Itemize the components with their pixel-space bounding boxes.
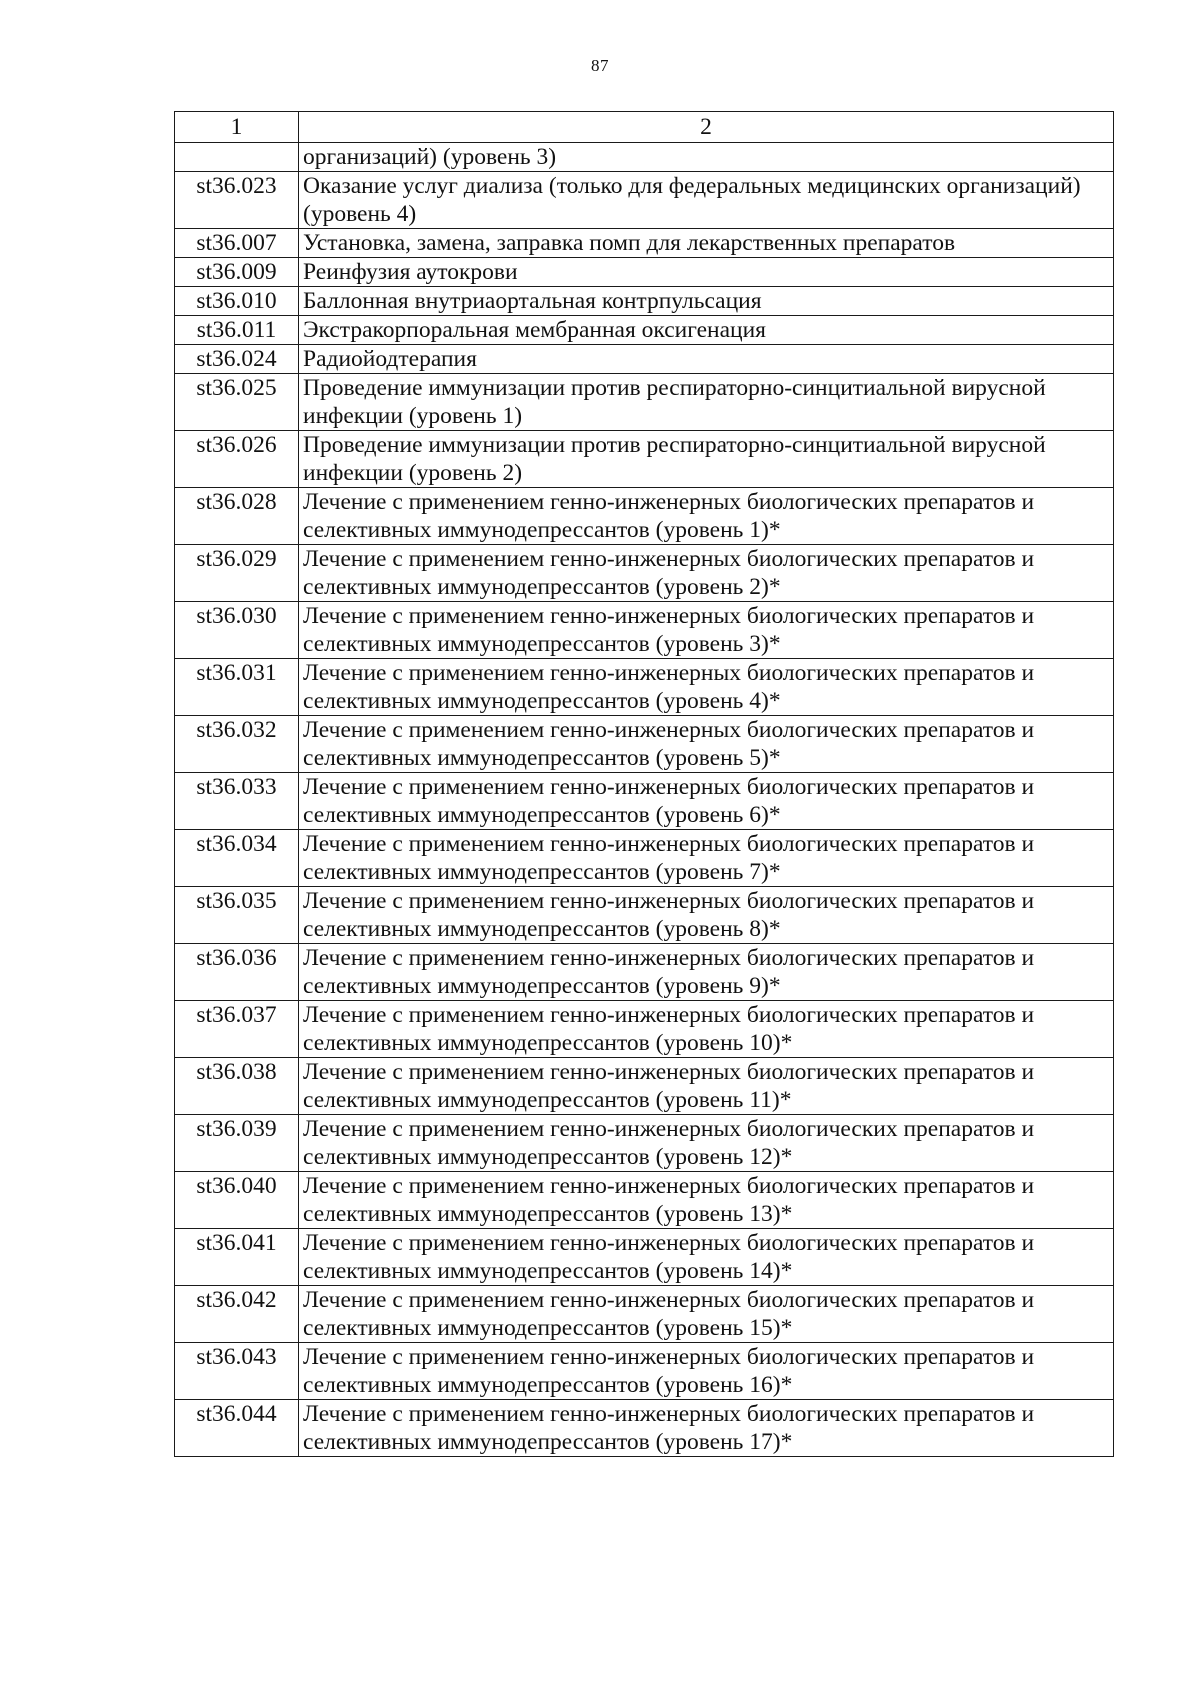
table-row bbox=[175, 1229, 1114, 1286]
row-description-cell: Лечение с применением генно-инженерных биологических препаратов и селективных иммунодепрессантов (уровень 16)* bbox=[299, 1343, 1114, 1400]
row-description-cell: Баллонная внутриаортальная контрпульсация bbox=[299, 287, 1114, 316]
row-description-cell: Проведение иммунизации против респираторно-синцитиальной вирусной инфекции (уровень 1) bbox=[299, 374, 1114, 431]
row-description-cell: Лечение с применением генно-инженерных биологических препаратов и селективных иммунодепрессантов (уровень 9)* bbox=[299, 944, 1114, 1001]
row-description-cell: Лечение с применением генно-инженерных биологических препаратов и селективных иммунодепрессантов (уровень 10)* bbox=[299, 1001, 1114, 1058]
row-description-cell: Установка, замена, заправка помп для лекарственных препаратов bbox=[299, 229, 1114, 258]
row-description-cell: Лечение с применением генно-инженерных биологических препаратов и селективных иммунодепрессантов (уровень 1)* bbox=[299, 488, 1114, 545]
row-description-cell: Реинфузия аутокрови bbox=[299, 258, 1114, 287]
table-row bbox=[175, 287, 1114, 316]
row-code-cell: st36.038 bbox=[175, 1058, 299, 1115]
table-row bbox=[175, 659, 1114, 716]
row-description-cell: Лечение с применением генно-инженерных биологических препаратов и селективных иммунодепрессантов (уровень 4)* bbox=[299, 659, 1114, 716]
row-description-cell: Экстракорпоральная мембранная оксигенация bbox=[299, 316, 1114, 345]
table-row bbox=[175, 1343, 1114, 1400]
table-row bbox=[175, 887, 1114, 944]
table-row bbox=[175, 602, 1114, 659]
row-code-cell: st36.031 bbox=[175, 659, 299, 716]
row-code-cell: st36.029 bbox=[175, 545, 299, 602]
table-row bbox=[175, 345, 1114, 374]
table-row bbox=[175, 773, 1114, 830]
row-description-cell: Лечение с применением генно-инженерных биологических препаратов и селективных иммунодепрессантов (уровень 13)* bbox=[299, 1172, 1114, 1229]
row-description-cell: Лечение с применением генно-инженерных биологических препаратов и селективных иммунодепрессантов (уровень 2)* bbox=[299, 545, 1114, 602]
row-code-cell: st36.024 bbox=[175, 345, 299, 374]
row-code-cell: st36.032 bbox=[175, 716, 299, 773]
table-row bbox=[175, 1058, 1114, 1115]
page-number: 87 bbox=[591, 56, 609, 75]
row-description-cell: Лечение с применением генно-инженерных биологических препаратов и селективных иммунодепрессантов (уровень 12)* bbox=[299, 1115, 1114, 1172]
table-row bbox=[175, 944, 1114, 1001]
row-description-cell: Проведение иммунизации против респираторно-синцитиальной вирусной инфекции (уровень 2) bbox=[299, 431, 1114, 488]
row-description-cell: Лечение с применением генно-инженерных биологических препаратов и селективных иммунодепрессантов (уровень 3)* bbox=[299, 602, 1114, 659]
table-row bbox=[175, 1001, 1114, 1058]
row-code-cell: st36.026 bbox=[175, 431, 299, 488]
row-description-cell: Лечение с применением генно-инженерных биологических препаратов и селективных иммунодепрессантов (уровень 7)* bbox=[299, 830, 1114, 887]
row-code-cell: st36.042 bbox=[175, 1286, 299, 1343]
row-code-cell: st36.009 bbox=[175, 258, 299, 287]
table-row bbox=[175, 431, 1114, 488]
table-body bbox=[175, 143, 1114, 1457]
table-row bbox=[175, 1172, 1114, 1229]
row-code-cell bbox=[175, 143, 299, 172]
row-code-cell: st36.035 bbox=[175, 887, 299, 944]
header-row bbox=[175, 112, 1114, 143]
column-header-code: 1 bbox=[175, 112, 299, 143]
column-header-description: 2 bbox=[299, 112, 1114, 143]
table-row bbox=[175, 488, 1114, 545]
row-code-cell: st36.007 bbox=[175, 229, 299, 258]
row-code-cell: st36.023 bbox=[175, 172, 299, 229]
table-row bbox=[175, 316, 1114, 345]
row-description-cell: Лечение с применением генно-инженерных биологических препаратов и селективных иммунодепрессантов (уровень 14)* bbox=[299, 1229, 1114, 1286]
row-description-cell: Лечение с применением генно-инженерных биологических препаратов и селективных иммунодепрессантов (уровень 17)* bbox=[299, 1400, 1114, 1457]
row-code-cell: st36.044 bbox=[175, 1400, 299, 1457]
table-row bbox=[175, 716, 1114, 773]
row-description-cell: Лечение с применением генно-инженерных биологических препаратов и селективных иммунодепрессантов (уровень 5)* bbox=[299, 716, 1114, 773]
row-code-cell: st36.011 bbox=[175, 316, 299, 345]
row-code-cell: st36.040 bbox=[175, 1172, 299, 1229]
table-row bbox=[175, 1400, 1114, 1457]
row-code-cell: st36.043 bbox=[175, 1343, 299, 1400]
row-code-cell: st36.028 bbox=[175, 488, 299, 545]
row-description-cell: Лечение с применением генно-инженерных биологических препаратов и селективных иммунодепрессантов (уровень 15)* bbox=[299, 1286, 1114, 1343]
table-row bbox=[175, 172, 1114, 229]
row-description-cell: Радиойодтерапия bbox=[299, 345, 1114, 374]
tariff-table bbox=[174, 111, 1114, 1457]
row-code-cell: st36.010 bbox=[175, 287, 299, 316]
row-code-cell: st36.036 bbox=[175, 944, 299, 1001]
row-description-cell: Лечение с применением генно-инженерных биологических препаратов и селективных иммунодепрессантов (уровень 11)* bbox=[299, 1058, 1114, 1115]
row-code-cell: st36.033 bbox=[175, 773, 299, 830]
row-description-cell: Лечение с применением генно-инженерных биологических препаратов и селективных иммунодепрессантов (уровень 6)* bbox=[299, 773, 1114, 830]
table-row bbox=[175, 374, 1114, 431]
table-row bbox=[175, 258, 1114, 287]
table-row bbox=[175, 1115, 1114, 1172]
row-description-cell: Оказание услуг диализа (только для федеральных медицинских организаций) (уровень 4) bbox=[299, 172, 1114, 229]
row-code-cell: st36.034 bbox=[175, 830, 299, 887]
table-row bbox=[175, 545, 1114, 602]
table-row bbox=[175, 143, 1114, 172]
table-row bbox=[175, 229, 1114, 258]
row-code-cell: st36.030 bbox=[175, 602, 299, 659]
row-code-cell: st36.039 bbox=[175, 1115, 299, 1172]
row-code-cell: st36.041 bbox=[175, 1229, 299, 1286]
row-description-cell: Лечение с применением генно-инженерных биологических препаратов и селективных иммунодепрессантов (уровень 8)* bbox=[299, 887, 1114, 944]
row-code-cell: st36.025 bbox=[175, 374, 299, 431]
row-code-cell: st36.037 bbox=[175, 1001, 299, 1058]
row-description-cell: организаций) (уровень 3) bbox=[299, 143, 1114, 172]
table-row bbox=[175, 830, 1114, 887]
table-header bbox=[175, 112, 1114, 143]
table-row bbox=[175, 1286, 1114, 1343]
